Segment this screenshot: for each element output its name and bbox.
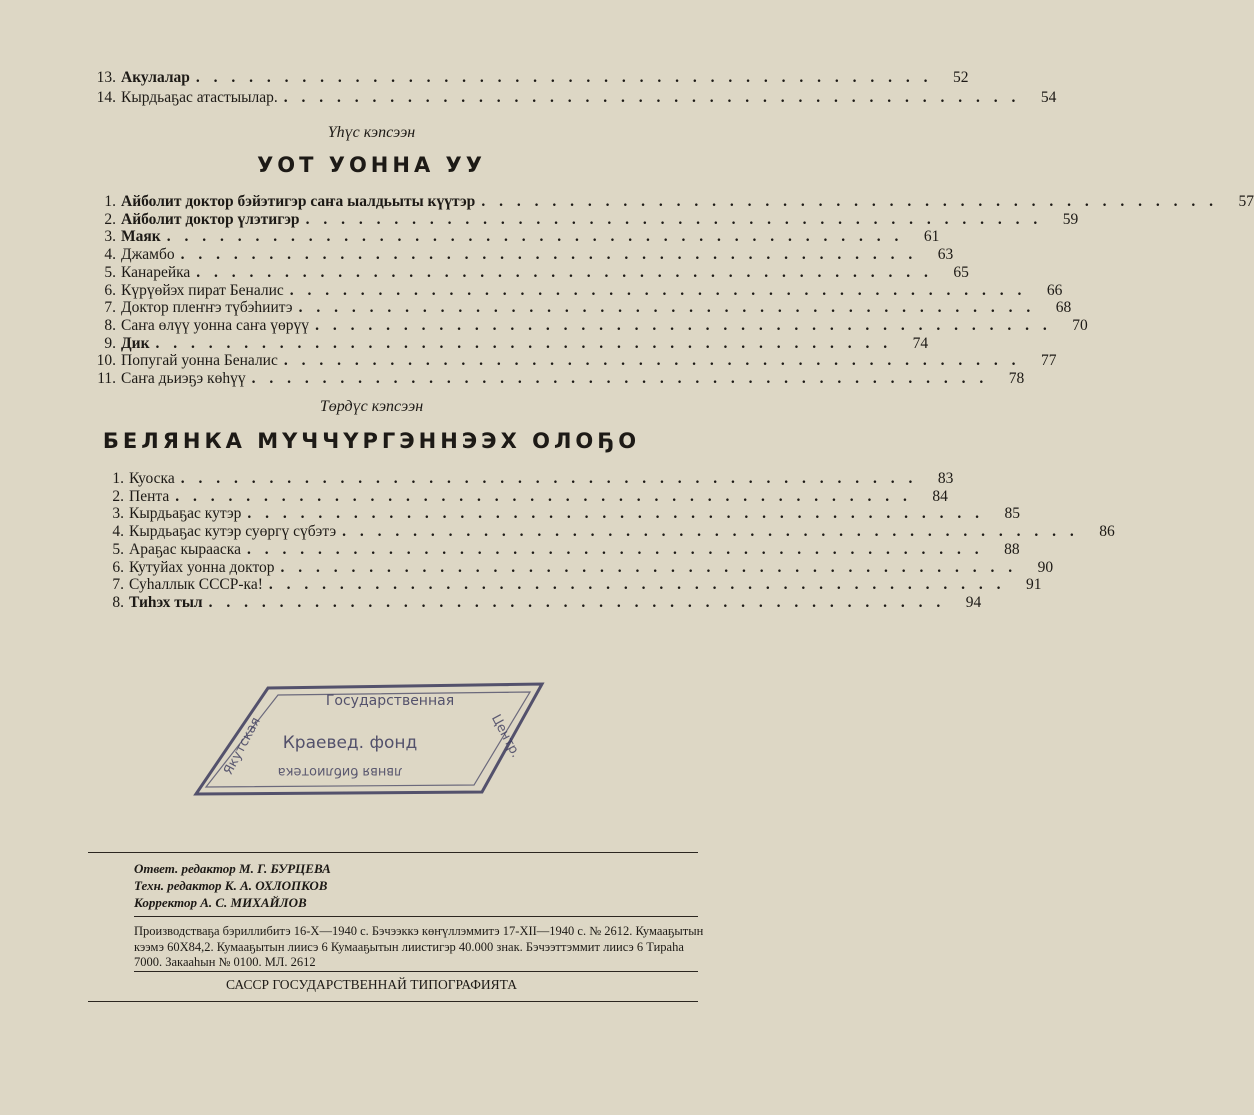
toc-leader-dots: . . . . . . . . . . . . . . . . . . . . . . . . . . . . . . . . . . . . . . . . . . — [247, 505, 984, 523]
toc-leader-dots: . . . . . . . . . . . . . . . . . . . . . . . . . . . . . . . . . . . . . . . . . . — [283, 88, 1021, 106]
toc-entry-page: 83 — [937, 470, 954, 487]
toc-entry-number: 6. — [112, 558, 124, 576]
toc-entry-title: Попугай уонна Беналис — [121, 352, 278, 370]
credit-line: Ответ. редактор М. Г. БУРЦЕВА — [134, 861, 331, 876]
toc-entry-number: 6. — [104, 281, 116, 299]
stamp-bottom-text: лвнвя библиотека — [277, 764, 403, 779]
toc-entry-title: Тиһэх тыл — [129, 593, 203, 611]
toc-entry-page: 77 — [1040, 352, 1057, 370]
toc-entry-page: 86 — [1099, 523, 1115, 541]
section4-subtitle: Төрдүс кэпсээн — [319, 398, 424, 415]
stamp-top-text: Государственная — [325, 693, 455, 709]
toc-entry-title: Куоска — [129, 470, 175, 487]
toc-entry-number: 2. — [104, 210, 116, 228]
toc-entry-page: 61 — [923, 228, 940, 246]
toc-leader-dots: . . . . . . . . . . . . . . . . . . . . . . . . . . . . . . . . . . . . . . . . . . — [180, 470, 918, 487]
toc-entry — [88, 210, 1079, 229]
toc-entry-page: 90 — [1037, 558, 1054, 576]
toc-entry — [96, 576, 1042, 594]
toc-entry-page: 85 — [1004, 505, 1020, 523]
toc-leader-dots: . . . . . . . . . . . . . . . . . . . . . . . . . . . . . . . . . . . . . . . . . . — [481, 193, 1218, 210]
toc-entry-page: 91 — [1026, 576, 1042, 594]
toc-entry-title: Акулалар — [121, 69, 190, 86]
toc-leader-dots: . . . . . . . . . . . . . . . . . . . . . . . . . . . . . . . . . . . . . . . . . . — [251, 370, 989, 387]
toc-entry-page: 57 — [1238, 193, 1254, 210]
library-stamp — [190, 680, 550, 800]
toc-entry-number: 7. — [104, 299, 116, 317]
toc-entry-page: 59 — [1062, 210, 1079, 228]
toc-entry-number: 8. — [112, 593, 124, 611]
toc-entry-page: 63 — [937, 246, 954, 264]
toc-leader-dots: . . . . . . . . . . . . . . . . . . . . . . . . . . . . . . . . . . . . . . . . . . — [208, 593, 946, 611]
toc-entry-number: 11. — [97, 370, 116, 387]
toc-entry-number: 14. — [96, 88, 116, 106]
toc-entry-page: 78 — [1008, 370, 1025, 387]
toc-entry-title: Кырдьаҕас кутэр суөргү сүбэтэ — [129, 523, 337, 541]
toc-leader-dots: . . . . . . . . . . . . . . . . . . . . . . . . . . . . . . . . . . . . . . . . . . — [246, 540, 984, 558]
credit-line: Техн. редактор К. А. ОХЛОПКОВ — [134, 878, 328, 893]
toc-leader-dots: . . . . . . . . . . . . . . . . . . . . . . . . . . . . . . . . . . . . . . . . . . — [315, 316, 1052, 334]
toc-entry — [88, 370, 1025, 388]
section4-heading: БЕЛЯНКА МҮЧЧҮРГЭННЭЭХ ОЛОҔО — [102, 429, 641, 453]
toc-entry-title: Пента — [129, 487, 170, 505]
toc-entry — [88, 281, 1063, 300]
toc-entry — [96, 593, 982, 612]
toc-entry-title: Араҕас кыраaска — [129, 540, 241, 558]
toc-entry-title: Суһаллык СССР-ка! — [129, 576, 263, 594]
toc-entry-page: 68 — [1055, 299, 1072, 317]
toc-entry-page: 65 — [953, 263, 969, 281]
divider-imprint — [134, 971, 698, 972]
toc-leader-dots: . . . . . . . . . . . . . . . . . . . . . . . . . . . . . . . . . . . . . . . . . . — [268, 576, 1006, 594]
toc-entry-number: 9. — [104, 334, 116, 352]
toc-entry-number: 13. — [96, 69, 116, 86]
toc-entry — [88, 334, 929, 353]
toc-entry — [96, 540, 1020, 559]
toc-entry-title: Кырдьаҕас кутэр — [129, 505, 242, 523]
toc-entry-page: 70 — [1072, 316, 1088, 334]
toc-entry-title: Саҥа өлүү уонна саҥа үөрүү — [121, 316, 310, 334]
toc-entry-number: 8. — [104, 316, 116, 334]
toc-entry-number: 3. — [104, 228, 116, 246]
toc-entry — [96, 487, 948, 506]
toc-leader-dots: . . . . . . . . . . . . . . . . . . . . . . . . . . . . . . . . . . . . . . . . . . — [283, 352, 1021, 370]
toc-leader-dots: . . . . . . . . . . . . . . . . . . . . . . . . . . . . . . . . . . . . . . . . . . — [196, 263, 933, 281]
toc-entry — [88, 228, 940, 246]
toc-entry — [96, 505, 1020, 523]
stamp-right-text: Центр. — [488, 712, 524, 761]
toc-entry-page: 52 — [953, 69, 969, 86]
toc-leader-dots: . . . . . . . . . . . . . . . . . . . . . . . . . . . . . . . . . . . . . . . . . . — [180, 246, 918, 264]
toc-leader-dots: . . . . . . . . . . . . . . . . . . . . . . . . . . . . . . . . . . . . . . . . . . — [195, 69, 933, 86]
toc-entry-title: Айболит доктор үлэтигэр — [121, 210, 300, 228]
toc-entry — [96, 558, 1054, 577]
toc-entry-page: 94 — [965, 593, 982, 611]
toc-leader-dots: . . . . . . . . . . . . . . . . . . . . . . . . . . . . . . . . . . . . . . . . . . — [155, 334, 893, 352]
toc-entry — [88, 263, 969, 282]
divider-top — [88, 852, 698, 853]
toc-entry-title: Маяк — [121, 228, 161, 246]
toc-entry-number: 2. — [112, 487, 124, 505]
toc-leader-dots: . . . . . . . . . . . . . . . . . . . . . . . . . . . . . . . . . . . . . . . . . . — [289, 281, 1027, 299]
stamp-left-text: Якутская — [221, 714, 264, 778]
stamp-center-text: Краевед. фонд — [282, 733, 418, 753]
toc-entry-title: Кырдьаҕас атастыылар. — [121, 88, 278, 106]
toc-entry — [88, 299, 1072, 317]
credits-block — [134, 860, 331, 911]
toc-entry — [96, 470, 954, 488]
toc-entry-number: 10. — [96, 352, 116, 370]
toc-entry-page: 74 — [912, 334, 929, 352]
toc-entry-page: 66 — [1046, 281, 1063, 299]
toc-entry — [88, 193, 1254, 211]
credit-line: Корректор А. С. МИХАЙЛОВ — [134, 895, 307, 910]
toc-entry — [88, 69, 969, 87]
toc-leader-dots: . . . . . . . . . . . . . . . . . . . . . . . . . . . . . . . . . . . . . . . . . . — [298, 299, 1036, 317]
toc-entry-page: 84 — [932, 487, 948, 505]
toc-entry-number: 4. — [104, 246, 116, 264]
toc-entry-title: Джамбо — [121, 246, 175, 264]
section3-heading: УОТ УОННА УУ — [257, 153, 486, 177]
toc-entry-title: Дик — [121, 334, 150, 352]
toc-entry-page: 54 — [1040, 88, 1057, 106]
toc-entry — [96, 523, 1115, 541]
toc-entry-title: Доктор плеҥҥэ түбэһиитэ — [121, 299, 293, 317]
toc-leader-dots: . . . . . . . . . . . . . . . . . . . . . . . . . . . . . . . . . . . . . . . . . . — [342, 523, 1079, 541]
imprint-text: Производстваҕа бэриллибитэ 16-X—1940 с. Бэчээккэ көҥүллэммитэ 17-XII—1940 с. № 2612. Кумааҕытын кээмэ 60X84,2. Кумааҕытын лиисэ 6 Кумааҕытын лиистигэр 40.000 знак. Бэчээттэммит лиисэ 6 Тираһа 7000. Закааһын № 0100. МЛ. 2612 — [134, 924, 704, 969]
toc-entry-number: 5. — [104, 263, 116, 281]
toc-entry-title: Канарейка — [121, 263, 191, 281]
toc-entry-page: 88 — [1004, 540, 1020, 558]
toc-entry-title: Күрүөйэх пират Беналис — [121, 281, 284, 299]
toc-entry-number: 5. — [112, 540, 124, 558]
toc-leader-dots: . . . . . . . . . . . . . . . . . . . . . . . . . . . . . . . . . . . . . . . . . . — [305, 210, 1043, 228]
toc-leader-dots: . . . . . . . . . . . . . . . . . . . . . . . . . . . . . . . . . . . . . . . . . . — [280, 558, 1018, 576]
toc-entry-number: 1. — [112, 470, 124, 487]
toc-entry-number: 3. — [112, 505, 124, 523]
toc-leader-dots: . . . . . . . . . . . . . . . . . . . . . . . . . . . . . . . . . . . . . . . . . . — [175, 487, 912, 505]
toc-leader-dots: . . . . . . . . . . . . . . . . . . . . . . . . . . . . . . . . . . . . . . . . . . — [166, 228, 904, 246]
toc-entry — [88, 246, 954, 264]
printer-line: САССР ГОСУДАРСТВЕННАЙ ТИПОГРАФИЯТА — [226, 977, 517, 992]
toc-entry-title: Саҥа дьиэҕэ көһүү — [121, 370, 246, 387]
toc-entry-title: Кутуйах уонна доктор — [129, 558, 275, 576]
divider-credits — [134, 916, 698, 917]
toc-entry-title: Айболит доктор бэйэтигэр саҥа ыалдьыты күүтэр — [121, 193, 476, 210]
toc-entry-number: 1. — [104, 193, 116, 210]
section3-subtitle: Үһүс кэпсээн — [327, 124, 416, 141]
divider-bottom — [88, 1001, 698, 1002]
toc-entry-number: 4. — [112, 523, 124, 541]
toc-entry — [88, 316, 1088, 335]
toc-entry — [88, 352, 1057, 370]
toc-entry-number: 7. — [112, 576, 124, 594]
toc-entry — [88, 88, 1057, 107]
